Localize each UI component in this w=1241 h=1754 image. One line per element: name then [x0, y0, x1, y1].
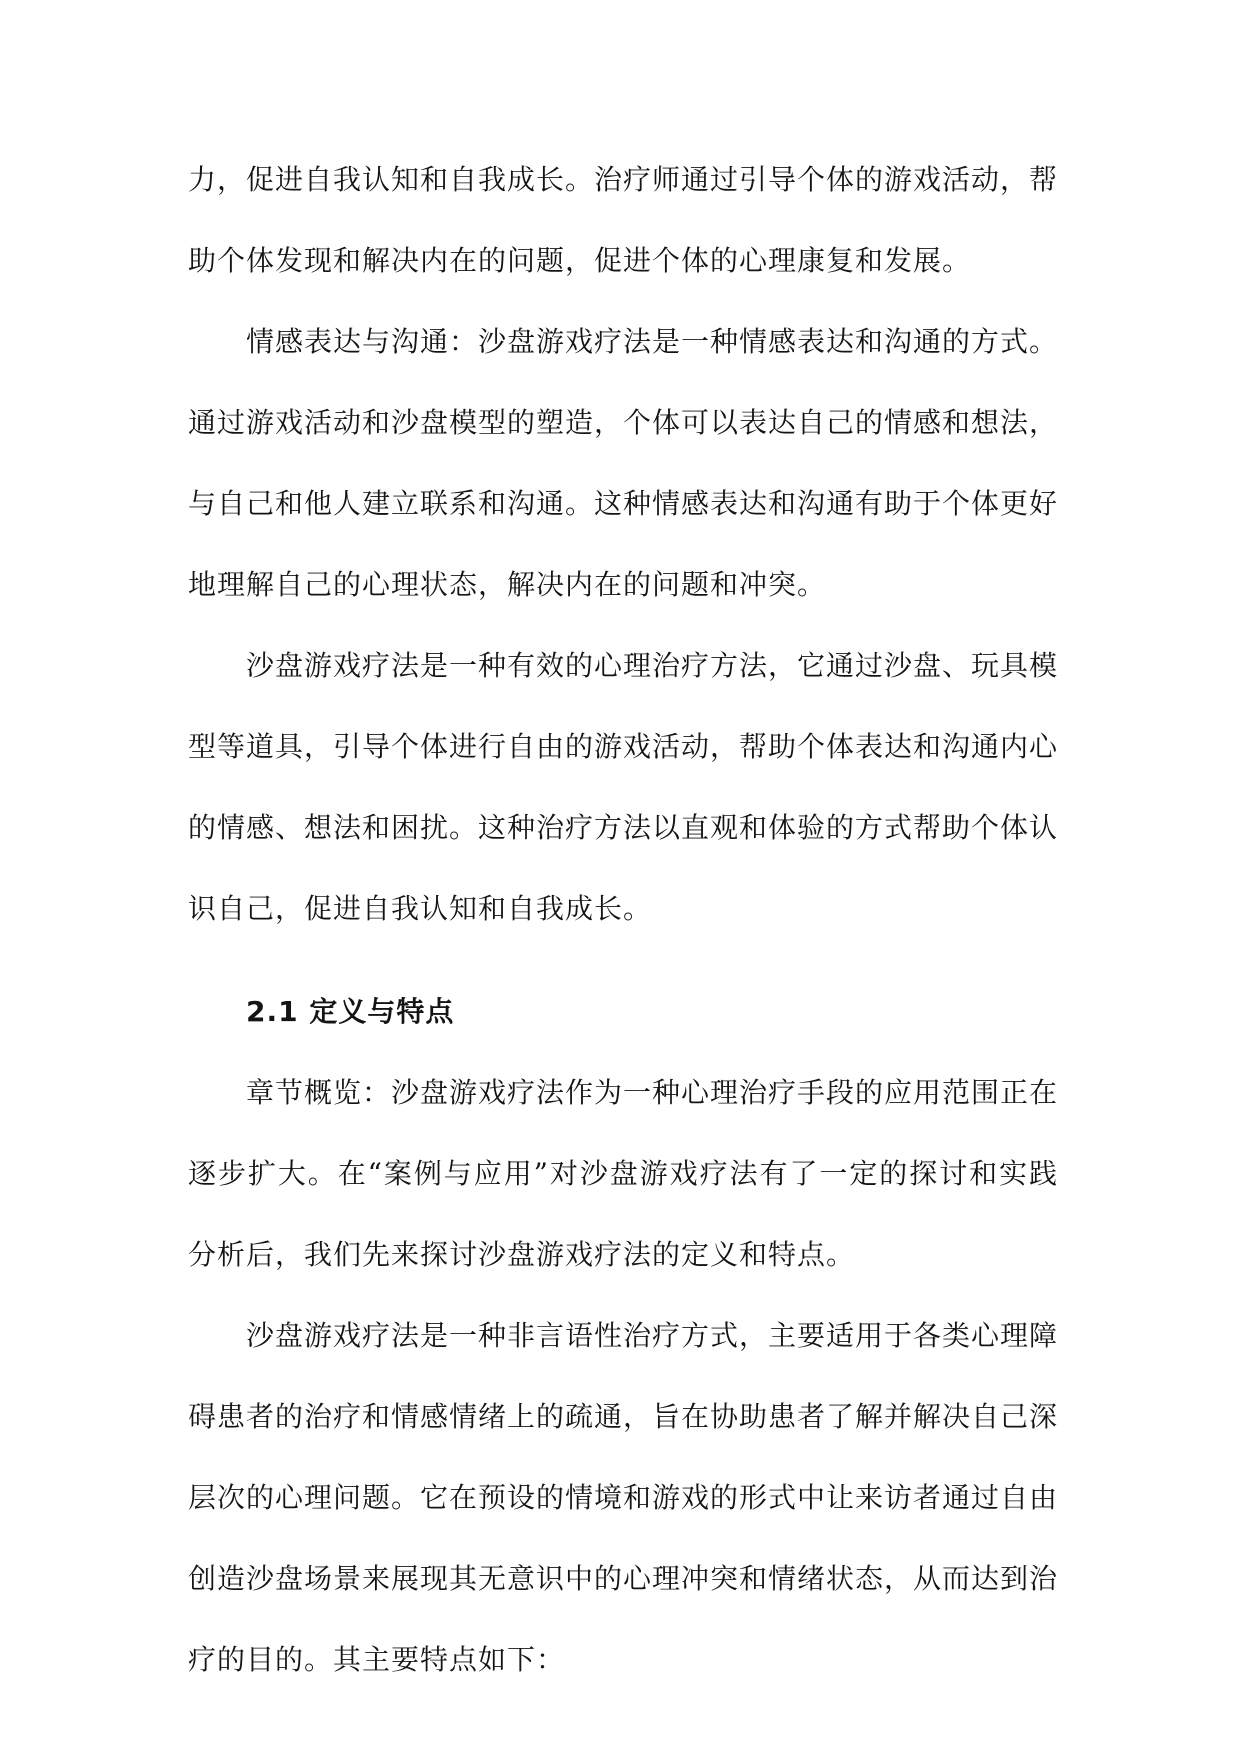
paragraph-emotional-expression: 情感表达与沟通：沙盘游戏疗法是一种情感表达和沟通的方式。通过游戏活动和沙盘模型的塑造，个体可以表达自己的情感和想法，与自己和他人建立联系和沟通。这种情感表达和沟通有助于个体更好地理解自己的心理状态，解决内在的问题和冲突。 [188, 325, 1059, 601]
paragraph-chapter-overview: 章节概览：沙盘游戏疗法作为一种心理治疗手段的应用范围正在逐步扩大。在“案例与应用”对沙盘游戏疗法有了一定的探讨和实践分析后，我们先来探讨沙盘游戏疗法的定义和特点。 [188, 1076, 1059, 1271]
paragraph-summary: 沙盘游戏疗法是一种有效的心理治疗方法，它通过沙盘、玩具模型等道具，引导个体进行自由的游戏活动，帮助个体表达和沟通内心的情感、想法和困扰。这种治疗方法以直观和体验的方式帮助个体认识自己，促进自我认知和自我成长。 [188, 649, 1059, 925]
document-body [188, 139, 1058, 1700]
paragraph-continuation: 力，促进自我认知和自我成长。治疗师通过引导个体的游戏活动，帮助个体发现和解决内在的问题，促进个体的心理康复和发展。 [188, 163, 1059, 277]
section-heading: 2.1 定义与特点 [246, 995, 455, 1028]
paragraph-definition: 沙盘游戏疗法是一种非言语性治疗方式，主要适用于各类心理障碍患者的治疗和情感情绪上的疏通，旨在协助患者了解并解决自己深层次的心理问题。它在预设的情境和游戏的形式中让来访者通过自由创造沙盘场景来展现其无意识中的心理冲突和情绪状态，从而达到治疗的目的。其主要特点如下： [188, 1319, 1059, 1676]
